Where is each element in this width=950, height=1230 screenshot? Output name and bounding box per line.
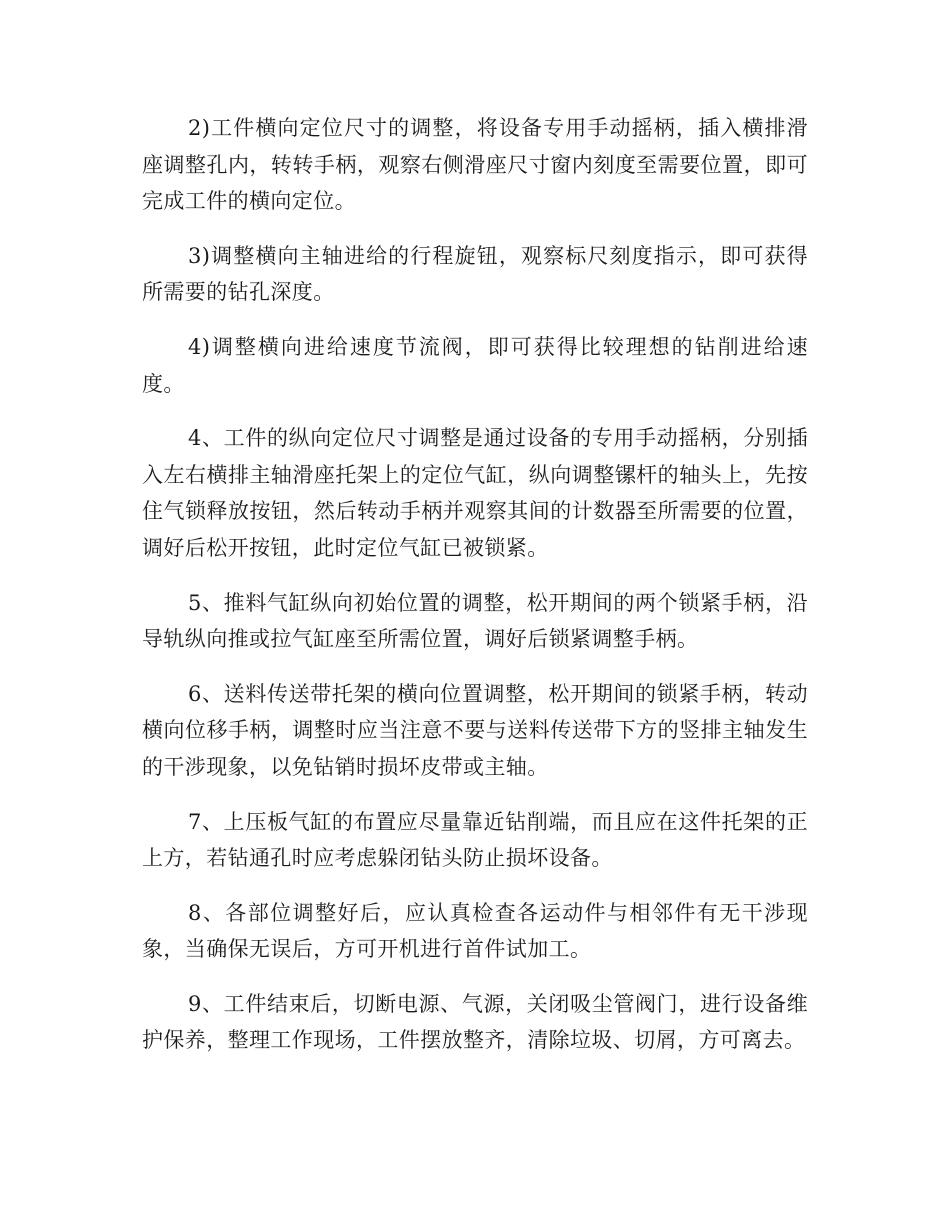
paragraph-4-feed-speed-valve: 4)调整横向进给速度节流阀，即可获得比较理想的钻削进给速度。 xyxy=(142,334,808,396)
paragraph-item-4-longitudinal-positioning: 4、工件的纵向定位尺寸调整是通过设备的专用手动摇柄，分别插入左右横排主轴滑座托架上的定位气缸，纵向调整镙杆的轴头上，先按住气锁释放按钮，然后转动手柄并观察其间的计数器至所需要的位置，调好后松开按钮，此时定位气缸已被锁紧。 xyxy=(142,426,808,560)
paragraph-item-6-conveyor-bracket: 6、送料传送带托架的横向位置调整，松开期间的锁紧手柄，转动横向位移手柄，调整时应当注意不要与送料传送带下方的竖排主轴发生的干涉现象，以免钻销时损坏皮带或主轴。 xyxy=(142,681,808,779)
paragraph-3-spindle-feed-stroke: 3)调整横向主轴进给的行程旋钮，观察标尺刻度指示，即可获得所需要的钻孔深度。 xyxy=(142,243,808,305)
paragraph-item-7-press-plate-cylinder: 7、上压板气缸的布置应尽量靠近钻削端，而且应在这件托架的正上方，若钻通孔时应考虑躲闭钻头防止损坏设备。 xyxy=(142,809,808,871)
document-body xyxy=(142,110,808,1077)
paragraph-item-9-shutdown: 9、工件结束后，切断电源、气源，关闭吸尘管阀门，进行设备维护保养，整理工作现场，工件摆放整齐，清除垃圾、切屑，方可离去。 xyxy=(142,991,808,1053)
paragraph-item-8-inspection: 8、各部位调整好后，应认真检查各运动件与相邻件有无干涉现象，当确保无误后，方可开机进行首件试加工。 xyxy=(142,900,808,962)
paragraph-item-5-push-cylinder: 5、推料气缸纵向初始位置的调整，松开期间的两个锁紧手柄，沿导轨纵向推或拉气缸座至所需位置，调好后锁紧调整手柄。 xyxy=(142,590,808,652)
paragraph-2-horizontal-positioning: 2)工件横向定位尺寸的调整，将设备专用手动摇柄，插入横排滑座调整孔内，转转手柄，观察右侧滑座尺寸窗内刻度至需要位置，即可完成工件的横向定位。 xyxy=(142,116,808,214)
